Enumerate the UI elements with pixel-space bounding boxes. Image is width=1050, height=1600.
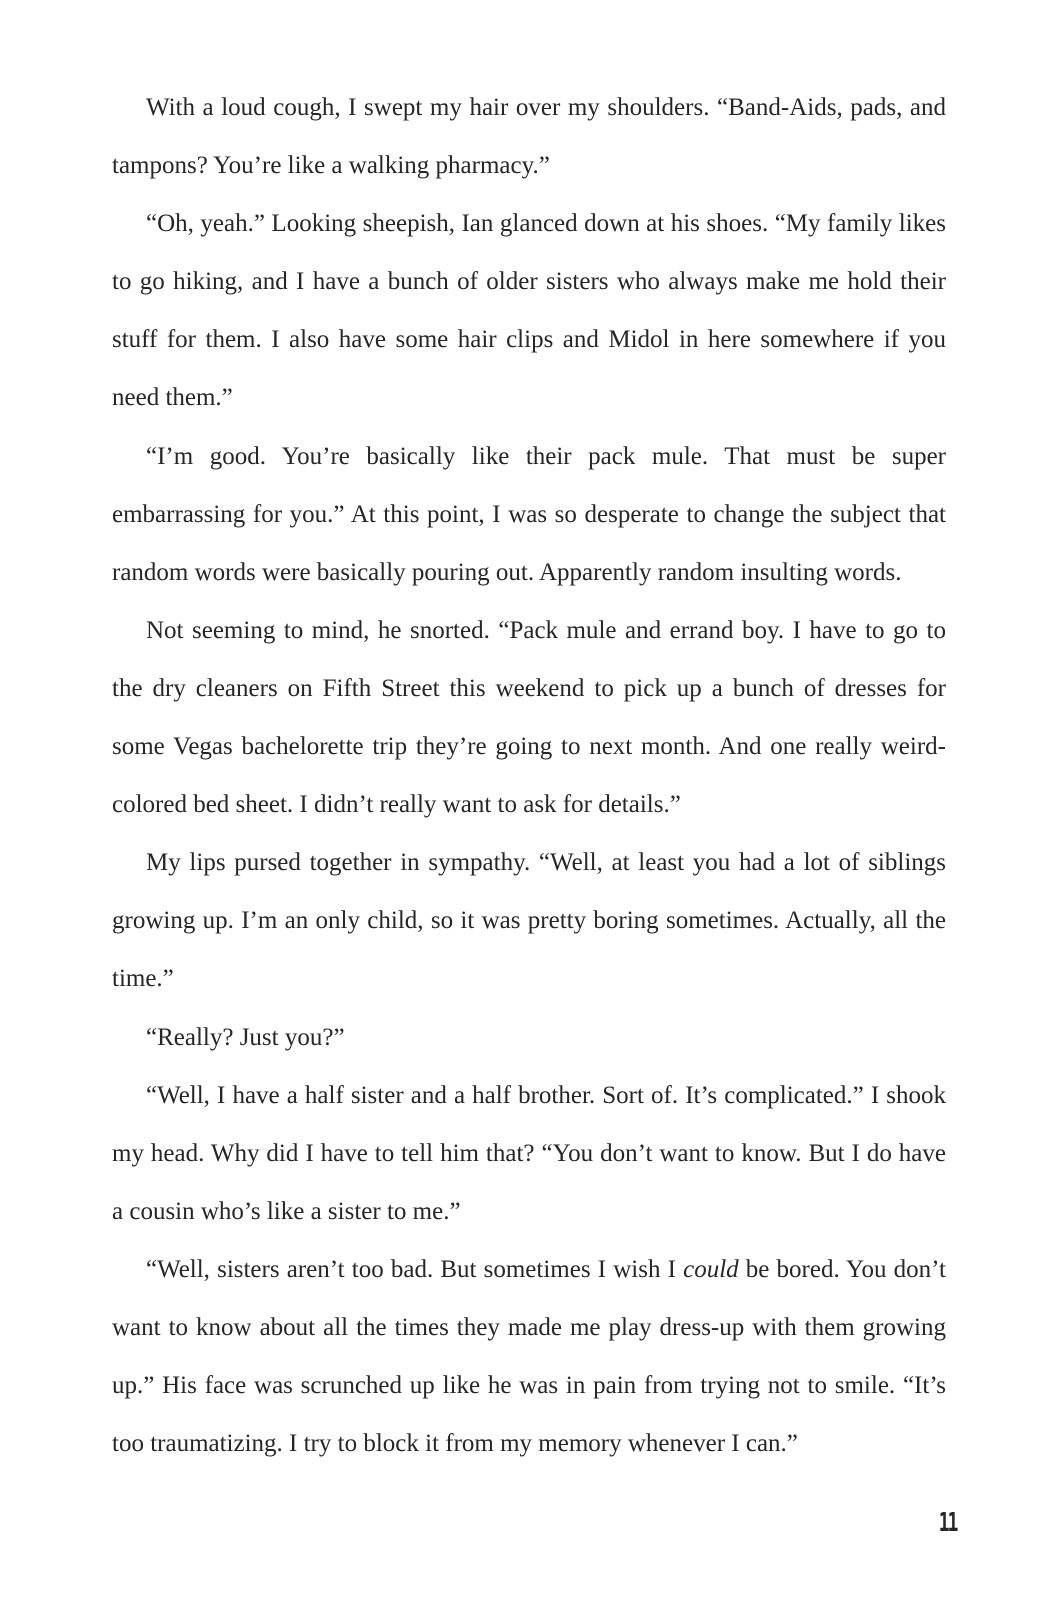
paragraph-5: My lips pursed together in sympathy. “Well, at least you had a lot of siblings growing up. I’m an only child, so it was pretty boring sometimes. Actually, all the time.” — [112, 849, 946, 993]
paragraph-8-before: “Well, sisters aren’t too bad. But sometimes I wish I — [146, 1255, 684, 1283]
page-number: 11 — [938, 1508, 956, 1538]
paragraph-6: “Really? Just you?” — [146, 1023, 345, 1051]
paragraph-4: Not seeming to mind, he snorted. “Pack mule and errand boy. I have to go to the dry cleaners on Fifth Street this weekend to pick up a bunch of dresses for some Vegas bachelorette trip they’re going to next month. And one really weird-colored bed sheet. I didn’t really want to ask for details.” — [112, 616, 946, 819]
paragraph-8-after: be bored. You don’t want to know about all the times they made me play dress-up with them growing up.” His face was scrunched up like he was in pain from trying not to smile. “It’s too traumatizing. I try to block it from my memory whenever I can.” — [112, 1255, 946, 1458]
paragraph-2: “Oh, yeah.” Looking sheepish, Ian glanced down at his shoes. “My family likes to go hiking, and I have a bunch of older sisters who always make me hold their stuff for them. I also have some hair clips and Midol in here somewhere if you need them.” — [112, 210, 946, 412]
body-text — [112, 79, 946, 1473]
paragraph-8 — [112, 1241, 946, 1473]
paragraph-7: “Well, I have a half sister and a half brother. Sort of. It’s complicated.” I shook my head. Why did I have to tell him that? “You don’t want to know. But I do have a cousin who’s like a sister to me.” — [112, 1081, 946, 1225]
paragraph-3: “I’m good. You’re basically like their pack mule. That must be super embarrassing for you.” At this point, I was so desperate to change the subject that random words were basically pouring out. Apparently random insulting words. — [112, 442, 946, 586]
paragraph-8-emphasis: could — [683, 1255, 739, 1283]
paragraph-1: With a loud cough, I swept my hair over my shoulders. “Band-Aids, pads, and tampons? You’re like a walking pharmacy.” — [112, 94, 946, 180]
